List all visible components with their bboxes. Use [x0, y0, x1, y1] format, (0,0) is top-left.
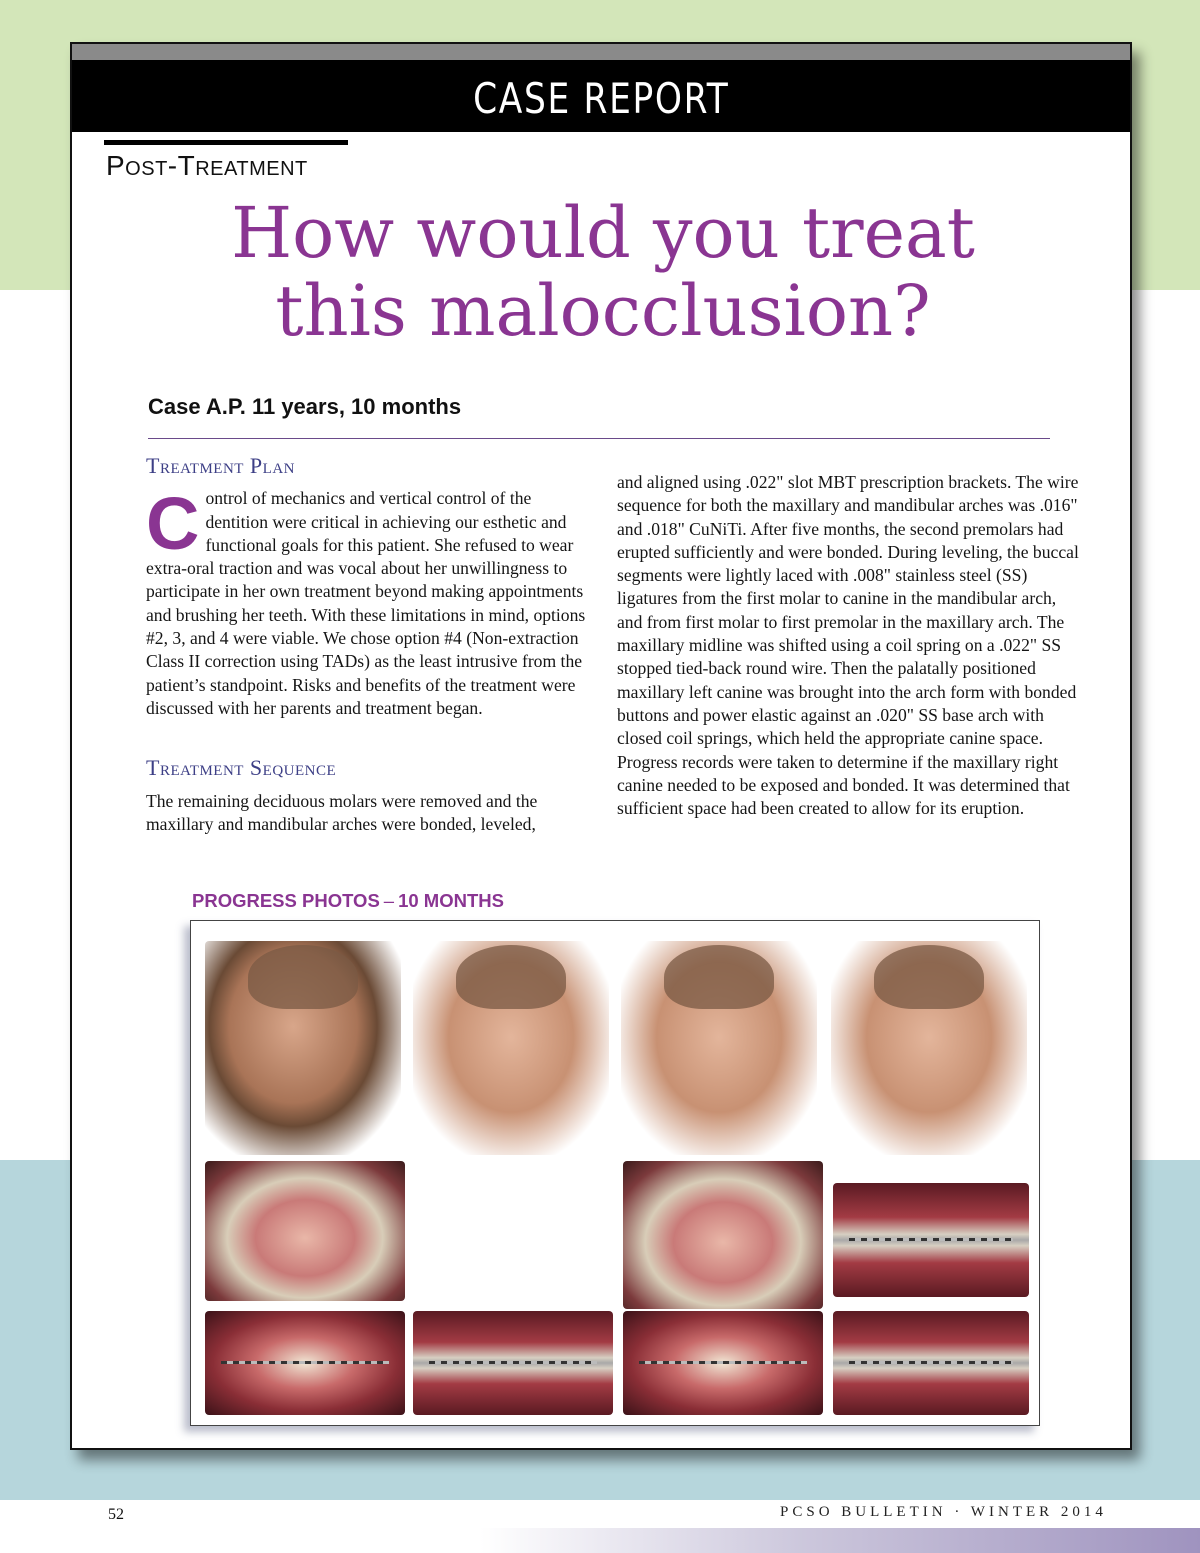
- card-top-strip: [72, 44, 1130, 60]
- article-card: [70, 42, 1132, 1450]
- treatment-sequence-text-left: The remaining deciduous molars were removed and the maxillary and mandibular arches were bonded, leveled,: [146, 790, 538, 834]
- profile-photo: [205, 941, 401, 1155]
- section-label: Post-Treatment: [106, 150, 308, 181]
- progress-photos-dash: –: [383, 890, 395, 911]
- case-divider: [148, 438, 1050, 439]
- header-title: CASE REPORT: [472, 74, 730, 123]
- page-number: 52: [108, 1506, 124, 1523]
- progress-photos-frame: [190, 920, 1040, 1426]
- frontal-smile-photo: [621, 941, 817, 1155]
- treatment-plan-text: [146, 482, 590, 720]
- treatment-plan-body: ontrol of mechanics and vertical control of the dentition were critical in achieving our esthetic and functional goals for this patient. She refused to wear extra-oral traction and was vocal about her unwillingness to participate in her own treatment beyond making appointments and brushing her teeth. With these limitations in mind, options #2, 3, and 4 were viable. We chose option #4 (Non-extraction Class II correction using TADs) as the least intrusive from the patient’s standpoint. Risks and benefits of the treatment were discussed with her parents and treatment began.: [146, 488, 586, 718]
- page-title-line1: How would you treat: [231, 192, 975, 274]
- right-buccal-photo: [205, 1311, 405, 1415]
- page-title: [72, 194, 1134, 350]
- right-lateral-photo: [833, 1183, 1029, 1297]
- publication-footer: PCSO BULLETIN · WINTER 2014: [780, 1504, 1107, 1520]
- drop-cap: C: [146, 482, 200, 566]
- footer-gradient: [480, 1528, 1200, 1553]
- progress-photos-label: [192, 890, 504, 912]
- header-bar: [72, 60, 1130, 132]
- mandibular-occlusal-photo: [623, 1161, 823, 1309]
- case-info: Case A.P. 11 years, 10 months: [148, 394, 462, 419]
- frontal-intraoral-photo: [413, 1311, 613, 1415]
- section-rule: [104, 140, 348, 145]
- left-column: [146, 454, 590, 836]
- treatment-sequence-heading: Treatment Sequence: [146, 755, 337, 781]
- three-quarter-smile-photo: [831, 941, 1027, 1155]
- treatment-sequence-text-right: and aligned using .022" slot MBT prescription brackets. The wire sequence for both the maxillary and mandibular arches was .016" and .018" CuNiTi. After five months, the second premolars had erupted sufficiently and were bonded. During leveling, the buccal segments were lightly laced with .008" stainless steel (SS) ligatures from the first molar to canine in the mandibular arch, and from first molar to first premolar in the maxillary arch. The maxillary midline was shifted using a coil spring on a .022" SS stopped tied-back round wire. Then the palatally positioned maxillary left canine was brought into the arch form with bonded buttons and power elastic against an .020" SS base arch with closed coil springs, which held the appropriate canine space. Progress records were taken to determine if the maxillary right canine needed to be exposed and bonded. It was determined that sufficient space had been created to allow for its eruption.: [617, 472, 1079, 819]
- progress-photos-time: 10 MONTHS: [398, 890, 504, 911]
- progress-photos-title: PROGRESS PHOTOS: [192, 890, 380, 911]
- maxillary-occlusal-photo: [205, 1161, 405, 1301]
- left-lateral-photo: [833, 1311, 1029, 1415]
- treatment-plan-heading: Treatment Plan: [146, 453, 295, 478]
- page-title-line2: this malocclusion?: [275, 270, 931, 352]
- frontal-rest-photo: [413, 941, 609, 1155]
- left-buccal-photo: [623, 1311, 823, 1415]
- right-column: [617, 471, 1079, 820]
